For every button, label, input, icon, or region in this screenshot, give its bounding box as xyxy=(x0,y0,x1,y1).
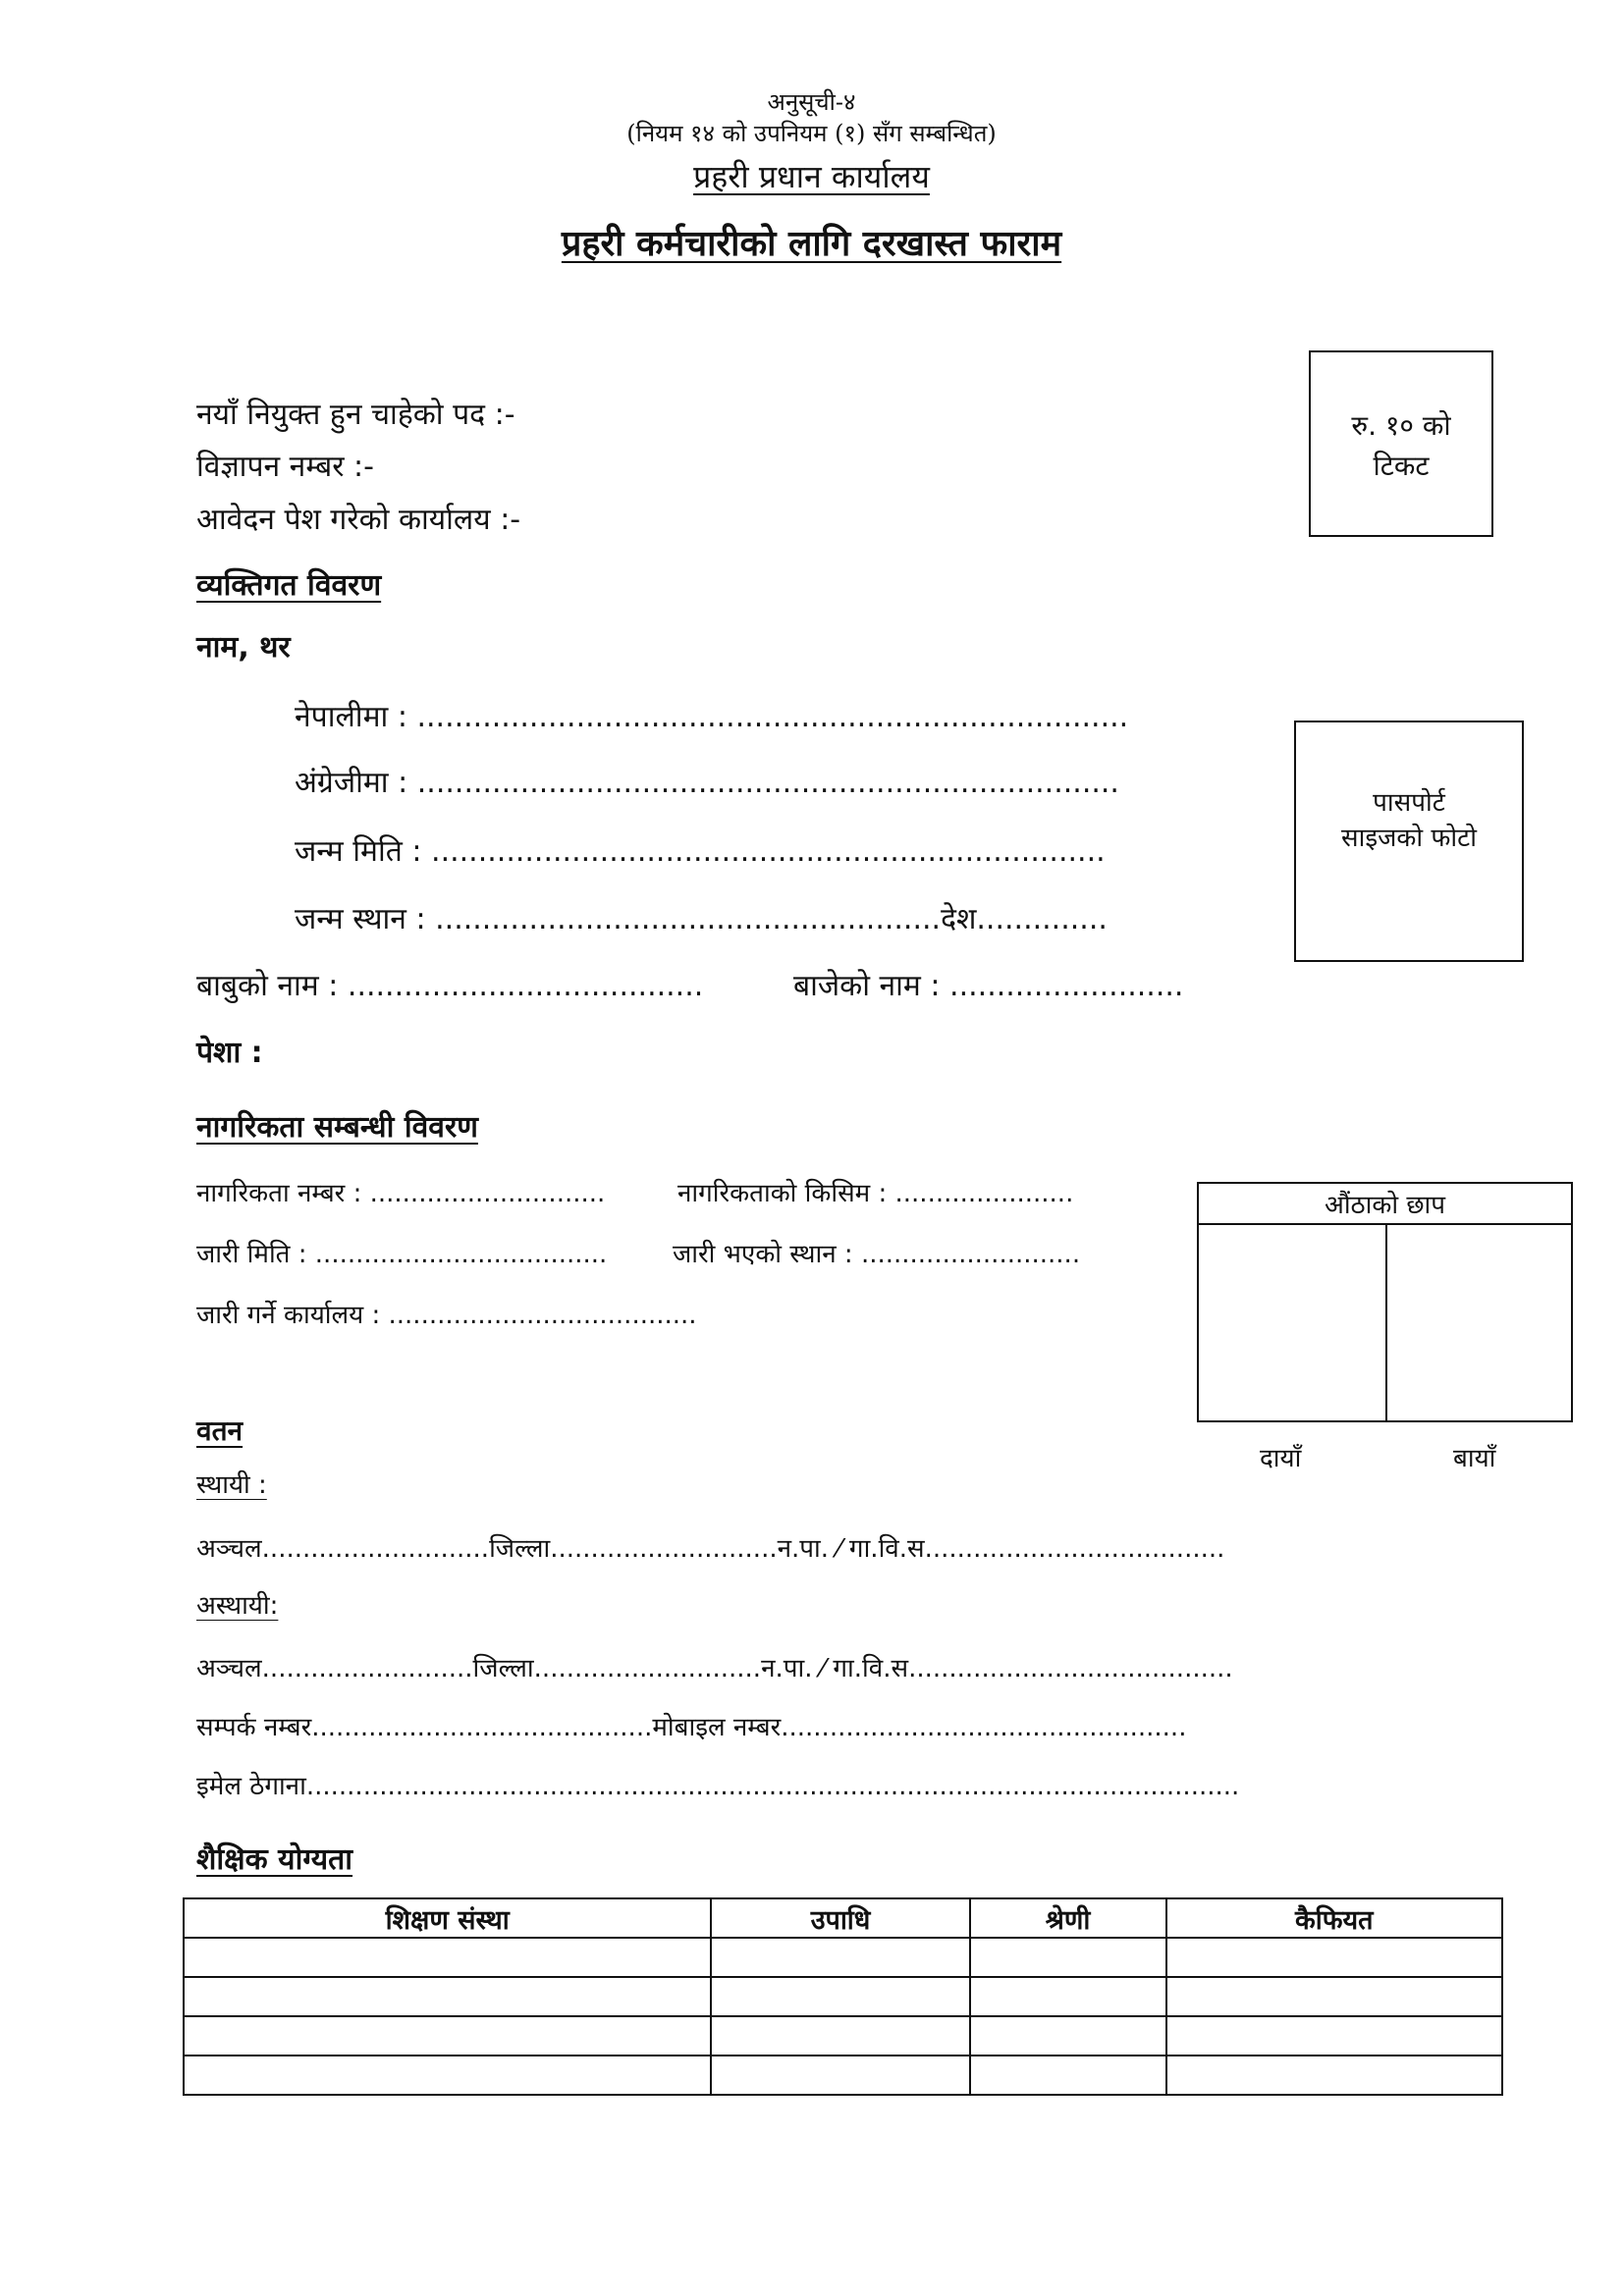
table-cell[interactable] xyxy=(1166,1938,1502,1977)
table-cell[interactable] xyxy=(970,1977,1166,2016)
office-heading: प्रहरी प्रधान कार्यालय xyxy=(693,158,930,195)
personal-details-heading: व्यक्तिगत विवरण xyxy=(196,568,382,603)
issue-office-field[interactable]: जारी गर्ने कार्यालय : ...................................... xyxy=(196,1301,697,1330)
temporary-address-field[interactable]: अञ्चल..........................जिल्ला............................न.पा. ⁄ गा.वि.स........................................ xyxy=(196,1654,1233,1683)
table-cell[interactable] xyxy=(1166,2016,1502,2056)
table-cell[interactable] xyxy=(970,1938,1166,1977)
photo-line-1: पासपोर्ट xyxy=(1373,788,1445,818)
advert-number-field[interactable]: विज्ञापन नम्बर :- xyxy=(196,450,374,484)
col-institution: शिक्षण संस्था xyxy=(184,1898,711,1938)
photo-box xyxy=(1294,721,1524,962)
ticket-line-2: टिकट xyxy=(1373,450,1430,482)
table-cell[interactable] xyxy=(711,1938,969,1977)
thumbprint-right-label: दायाँ xyxy=(1260,1444,1302,1473)
table-cell[interactable] xyxy=(184,2056,711,2095)
thumbprint-split xyxy=(1385,1223,1387,1422)
contact-number-field[interactable]: सम्पर्क नम्बर..........................................मोबाइल नम्बर.................................................. xyxy=(196,1713,1187,1742)
permanent-label: स्थायी : xyxy=(196,1470,267,1500)
table-cell[interactable] xyxy=(970,2016,1166,2056)
table-cell[interactable] xyxy=(711,1977,969,2016)
education-table xyxy=(183,1897,1503,2096)
issue-date-field[interactable]: जारी मिति : .................................... xyxy=(196,1240,608,1269)
thumbprint-left-label: बायाँ xyxy=(1453,1444,1496,1473)
schedule-label: अनुसूची-४ xyxy=(767,88,856,116)
issue-place-field[interactable]: जारी भएको स्थान : ........................... xyxy=(673,1240,1081,1269)
citizenship-number-field[interactable]: नागरिकता नम्बर : ............................. xyxy=(196,1179,606,1208)
col-division: श्रेणी xyxy=(970,1898,1166,1938)
email-field[interactable]: इमेल ठेगाना................................................................................................................... xyxy=(196,1772,1240,1801)
table-cell[interactable] xyxy=(184,1977,711,2016)
rule-reference: (नियम १४ को उपनियम (१) सँग सम्बन्धित) xyxy=(626,120,997,147)
ticket-line-1: रु. १० को xyxy=(1351,409,1451,442)
table-cell[interactable] xyxy=(1166,1977,1502,2016)
temporary-label: अस्थायी: xyxy=(196,1591,279,1621)
table-cell[interactable] xyxy=(1166,2056,1502,2095)
name-english-field[interactable]: अंग्रेजीमा : ........................................................................... xyxy=(295,766,1119,800)
permanent-address-field[interactable]: अञ्चल............................जिल्ला............................न.पा. ⁄ गा.वि.स..................................... xyxy=(196,1534,1225,1564)
table-cell[interactable] xyxy=(184,2016,711,2056)
photo-line-2: साइजको फोटो xyxy=(1341,824,1477,853)
name-nepali-field[interactable]: नेपालीमा : ............................................................................ xyxy=(295,700,1129,734)
citizenship-heading: नागरिकता सम्बन्धी विवरण xyxy=(196,1110,478,1145)
thumbprint-box xyxy=(1197,1182,1573,1422)
grandfather-name-field[interactable]: बाजेको नाम : ......................... xyxy=(793,969,1184,1003)
thumbprint-title: औंठाको छाप xyxy=(1324,1191,1446,1220)
name-heading: नाम, थर xyxy=(196,630,291,665)
table-cell[interactable] xyxy=(970,2056,1166,2095)
table-row xyxy=(184,2056,1502,2095)
table-cell[interactable] xyxy=(184,1938,711,1977)
education-header-row xyxy=(184,1898,1502,1938)
col-degree: उपाधि xyxy=(711,1898,969,1938)
ticket-box xyxy=(1309,350,1493,537)
address-heading: वतन xyxy=(196,1415,243,1447)
education-heading: शैक्षिक योग्यता xyxy=(196,1842,353,1877)
table-row xyxy=(184,1938,1502,1977)
birthplace-field[interactable]: जन्म स्थान : ......................................................देश.............. xyxy=(295,902,1108,936)
office-applied-field[interactable]: आवेदन पेश गरेको कार्यालय :- xyxy=(196,503,521,537)
table-cell[interactable] xyxy=(711,2016,969,2056)
dob-field[interactable]: जन्म मिति : ........................................................................ xyxy=(295,834,1106,869)
father-name-field[interactable]: बाबुको नाम : ...................................... xyxy=(196,969,704,1003)
table-cell[interactable] xyxy=(711,2056,969,2095)
col-remarks: कैफियत xyxy=(1166,1898,1502,1938)
table-row xyxy=(184,2016,1502,2056)
table-row xyxy=(184,1977,1502,2016)
citizenship-type-field[interactable]: नागरिकताको किसिम : ...................... xyxy=(677,1179,1074,1208)
occupation-field[interactable]: पेशा : xyxy=(196,1036,263,1070)
post-field[interactable]: नयाँ नियुक्त हुन चाहेको पद :- xyxy=(196,398,515,432)
form-title: प्रहरी कर्मचारीको लागि दरखास्त फाराम xyxy=(561,223,1062,264)
